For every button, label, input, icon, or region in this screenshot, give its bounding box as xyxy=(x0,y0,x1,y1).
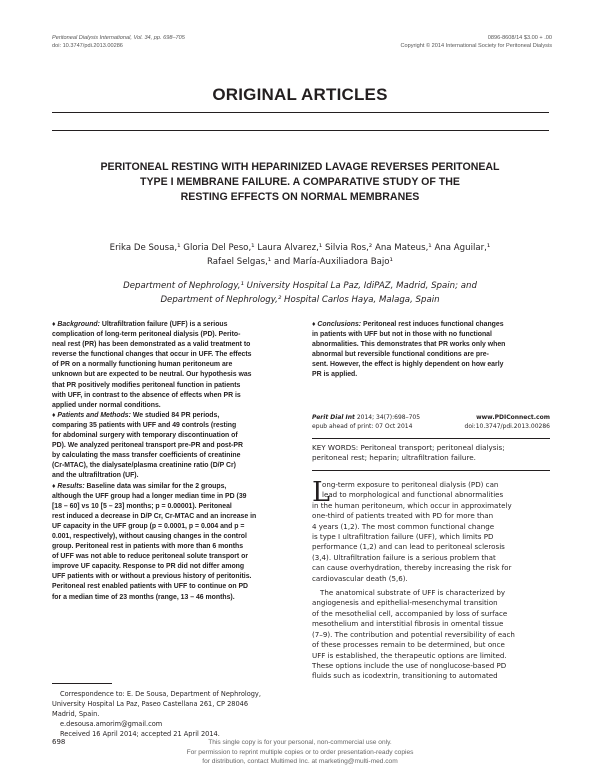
abstract-line: 0.001, respectively), without causing changes in the control xyxy=(52,532,247,540)
abstract-line: ♦ Results: Baseline data was similar for the 2 groups, xyxy=(52,482,227,490)
keywords xyxy=(312,443,550,464)
journal-abbrev: Perit Dial Int xyxy=(312,414,355,421)
body-line: one-third of patients treated with PD for more than xyxy=(312,511,494,521)
abstract-line: sent. However, the effect is highly dependent on how early xyxy=(312,361,504,369)
affiliations xyxy=(60,279,540,307)
abstract-line: UF capacity in the UFF group (p = 0.0001, p = 0.004 and p = xyxy=(52,522,245,530)
abstract-line: UFF patients with or without a previous history of peritonitis. xyxy=(52,573,252,581)
body-line: of the mesothelial cell, accompanied by loss of surface xyxy=(312,608,508,618)
abstract-left-column xyxy=(52,320,292,603)
abstract-line: in patients with UFF but not in those with no functional xyxy=(312,331,492,339)
abstract-line: by calculating the mass transfer coefficients of creatinine xyxy=(52,452,241,460)
citation-block xyxy=(312,413,550,431)
abstract-right-column xyxy=(312,320,550,381)
section-title: ORIGINAL ARTICLES xyxy=(212,85,388,104)
abstract-line: group. Peritoneal rest in patients with more than 6 months xyxy=(52,543,244,551)
abstract-line: abnormalities. This demonstrates that PR works only when xyxy=(312,341,506,349)
body-line: is type I ultrafiltration failure (UFF), which limits PD xyxy=(312,532,494,542)
doi-line: doi: 10.3747/pdi.2013.00286 xyxy=(52,43,123,49)
keywords-line: KEY WORDS: Peritoneal transport; peritoneal dialysis; xyxy=(312,443,505,452)
usage-notice xyxy=(100,738,500,767)
body-line: cardiovascular death (5,6). xyxy=(312,573,408,583)
keywords-rule-bottom xyxy=(312,470,550,471)
body-line: ong-term exposure to peritoneal dialysis (PD) can xyxy=(322,480,499,489)
body-line: lead to morphological and functional abnormalities xyxy=(322,490,504,500)
affiliation-line: Department of Nephrology,¹ University Hospital La Paz, IdiPAZ, Madrid, Spain; and xyxy=(123,281,477,291)
usage-notice-line: This single copy is for your personal, non-commercial use only. xyxy=(208,739,392,746)
affiliation-line: Department of Nephrology,² Hospital Carlos Haya, Malaga, Spain xyxy=(160,295,440,305)
correspondence-line: University Hospital La Paz, Paseo Castellana 261, CP 28046 xyxy=(52,700,249,708)
results-label: ♦ Results: xyxy=(52,482,85,490)
received-dates: Received 16 April 2014; accepted 21 April 2014. xyxy=(60,730,220,738)
usage-notice-line: for distribution, contact Multimed Inc. at marketing@multi-med.com xyxy=(202,758,398,766)
abstract-line: complication of long-term peritoneal dialysis (PD). Perito- xyxy=(52,331,241,339)
body-line: UFF is established, the therapeutic options are limited. xyxy=(312,650,507,660)
body-line: can cause overhydration, thereby increasing the risk for xyxy=(312,563,512,573)
journal-line: Peritoneal Dialysis International, Vol. 34, pp. 698–705 xyxy=(52,35,185,41)
abstract-line: PD). We analyzed peritoneal transport pre-PR and post-PR xyxy=(52,442,243,450)
abstract-line: improve UF capacity. Response to PR did not differ among xyxy=(52,563,245,571)
abstract-line: applied under normal conditions. xyxy=(52,401,161,409)
correspondence xyxy=(52,689,292,739)
abstract-line: ♦ Conclusions: Peritoneal rest induces functional changes xyxy=(312,321,504,328)
usage-notice-line: For permission to reprint multiple copies or to order presentation-ready copies xyxy=(186,748,414,756)
background-label: ♦ Background: xyxy=(52,321,100,328)
abstract-line: for a median time of 23 months (range, 13 – 46 months). xyxy=(52,593,235,601)
body-line: performance (1,2) and can lead to peritoneal sclerosis xyxy=(312,542,505,552)
body-line: (7–9). The contribution and potential reversibility of each xyxy=(312,629,515,639)
author-list xyxy=(60,241,540,269)
abstract-line: comparing 35 patients with UFF and 49 controls (resting xyxy=(52,421,237,429)
copyright-line: Copyright © 2014 International Society for Peritoneal Dialysis xyxy=(400,43,552,49)
abstract-line: reverse the functional changes that occur in UFF. The effects xyxy=(52,351,252,359)
epub-row xyxy=(312,422,550,431)
keywords-line: peritoneal rest; heparin; ultrafiltration failure. xyxy=(312,453,476,463)
abstract-line: rest induced a decrease in D/P Cr, Cr-MTAC and an increase in xyxy=(52,512,257,520)
abstract-line: ♦ Background: Ultrafiltration failure (UFF) is a serious xyxy=(52,321,228,328)
abstract-line: and the ultrafiltration (UF). xyxy=(52,472,139,480)
issn-line: 0896-8608/14 $3.00 + .00 xyxy=(487,35,552,41)
abstract-line: [18 – 60] vs 10 [5 – 23] months; p = 0.00001). Peritoneal xyxy=(52,502,232,510)
abstract-line: abnormal but reversible functional conditions are pre- xyxy=(312,351,489,359)
correspondence-rule xyxy=(52,683,112,684)
abstract-line: ♦ Patients and Methods: We studied 84 PR periods, xyxy=(52,411,220,419)
body-line: mesothelium and interstitial fibrosis in omental tissue xyxy=(312,619,504,629)
correspondence-line: Madrid, Spain. xyxy=(52,710,100,718)
page-number: 698 xyxy=(52,738,66,746)
abstract-line: unknown but are expected to be neutral. Our hypothesis was xyxy=(52,371,252,379)
abstract-line: for abdominal surgery with temporary discontinuation of xyxy=(52,432,238,440)
running-header-left xyxy=(52,34,185,50)
body-line: in the human peritoneum, which occur in approximately xyxy=(312,500,512,510)
abstract-line: neal rest (PR) has been demonstrated as a valid treatment to xyxy=(52,341,251,349)
author-line: Rafael Selgas,¹ and María-Auxiliadora Bajo¹ xyxy=(207,257,393,267)
abstract-line: (Cr-MTAC), the dialysate/plasma creatinine ratio (D/P Cr) xyxy=(52,462,236,470)
citation-row xyxy=(312,413,550,422)
article-title-line: PERITONEAL RESTING WITH HEPARINIZED LAVAGE REVERSES PERITONEAL xyxy=(100,161,500,173)
abstract-line: that PR positively modifies peritoneal function in patients xyxy=(52,381,241,389)
body-line: fluids such as icodextrin, transitioning to automated xyxy=(312,671,498,681)
citation-doi: doi:10.3747/pdi.2013.00286 xyxy=(464,423,550,430)
abstract-line: of PR on a normally functioning human peritoneum are xyxy=(52,361,233,369)
abstract-line: PR is applied. xyxy=(312,371,358,379)
body-line: angiogenesis and epithelial-mesenchymal transition xyxy=(312,598,498,608)
methods-label: ♦ Patients and Methods: xyxy=(52,411,131,419)
conclusions-label: ♦ Conclusions: xyxy=(312,321,362,328)
volume-pages: 2014; 34(7):698–705 xyxy=(356,414,421,421)
keywords-rule-top xyxy=(312,438,550,439)
article-title xyxy=(80,160,520,205)
body-line: 4 years (1,2). The most common functional change xyxy=(312,521,495,531)
article-title-line: RESTING EFFECTS ON NORMAL MEMBRANES xyxy=(180,191,420,203)
email-link[interactable]: e.desousa.amorim@gmail.com xyxy=(60,720,163,728)
section-rule-top xyxy=(52,112,549,113)
author-line: Erika De Sousa,¹ Gloria Del Peso,¹ Laura Alvarez,¹ Silvia Ros,² Ana Mateus,¹ Ana Aguilar,¹ xyxy=(109,243,491,253)
section-rule-bottom xyxy=(52,130,549,131)
abstract-line: Peritoneal rest enabled patients with UFF to continue on PD xyxy=(52,583,249,591)
epub-date: epub ahead of print: 07 Oct 2014 xyxy=(312,423,413,430)
abstract-line: of UFF was not able to reduce peritoneal solute transport or xyxy=(52,553,249,561)
running-header-right xyxy=(400,34,552,50)
abstract-line: with UFF, in contrast to the absence of effects when PR is xyxy=(52,391,241,399)
body-line: (3,4). Ultrafiltration failure is a serious problem that xyxy=(312,552,496,562)
body-text xyxy=(312,477,550,682)
body-line: These options include the use of nonglucose-based PD xyxy=(312,660,507,670)
body-line: of these processes remain to be determined, but once xyxy=(312,640,505,650)
body-line: The anatomical substrate of UFF is characterized by xyxy=(320,588,506,598)
correspondence-line: Correspondence to: E. De Sousa, Department of Nephrology, xyxy=(60,690,261,698)
abstract-line: although the UFF group had a longer median time in PD (39 xyxy=(52,492,247,500)
article-title-line: TYPE I MEMBRANE FAILURE. A COMPARATIVE STUDY OF THE xyxy=(140,176,460,188)
website-link[interactable]: www.PDIConnect.com xyxy=(476,414,550,421)
drop-cap: L xyxy=(312,477,330,508)
